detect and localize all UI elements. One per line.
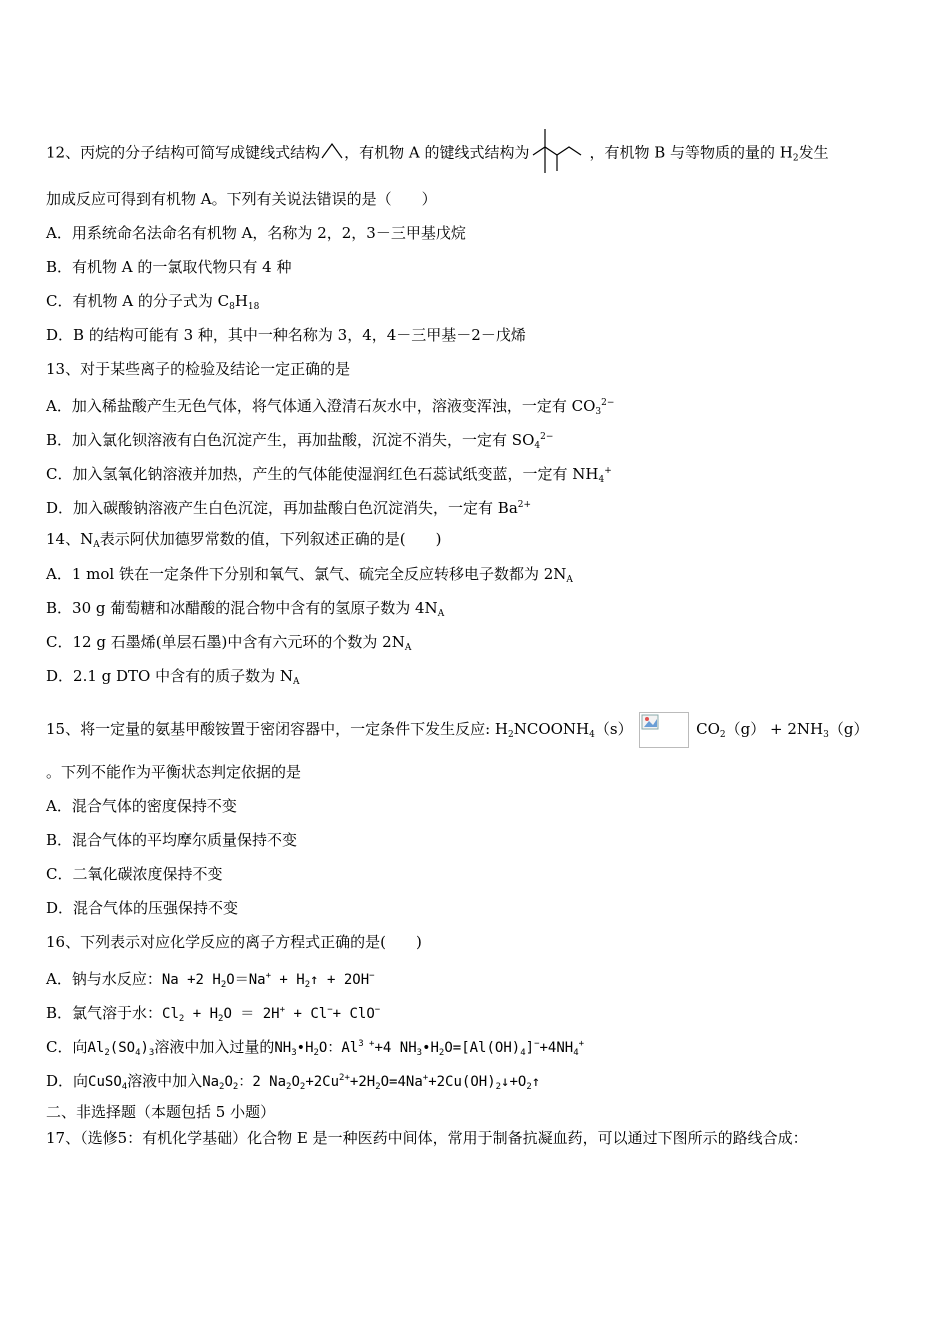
q14-option-b: B．30 g 葡萄糖和冰醋酸的混合物中含有的氢原子数为 $4N_A$: [46, 599, 445, 619]
q15-option-b: B．混合气体的平均摩尔质量保持不变: [46, 831, 298, 849]
q12-option-d: D．B 的结构可能有 3 种，其中一种名称为 3，4，4－三甲基－2－戊烯: [46, 326, 526, 344]
q13-option-b: B．加入氯化钡溶液有白色沉淀产生，再加盐酸，沉淀不消失，一定有 $SO_4^{2-}$: [46, 431, 554, 451]
q13-option-a: A．加入稀盐酸产生无色气体，将气体通入澄清石灰水中，溶液变浑浊，一定有 $CO_3^{2-}$: [46, 397, 615, 417]
q14-option-d: D．2.1 g DTO 中含有的质子数为 $N_A$: [46, 667, 300, 687]
q16-stem: 16、下列表示对应化学反应的离子方程式正确的是( ): [46, 933, 422, 951]
q16-option-d: D．向CuSO$_4$溶液中加入$Na_2O_2$：2 $Na_2O_2+2Cu^{2+}+2H_2O=4Na^++2Cu(OH)_2↓+O_2↑$: [46, 1072, 541, 1092]
q12-option-a: A．用系统命名法命名有机物 A，名称为 2，2，3－三甲基戊烷: [46, 224, 466, 242]
q12-line1: 12、丙烷的分子结构可简写成键线式结构 ，有机物 A 的键线式结构为 ，有机物 B 与等物质的量的 $H_2$发生: [46, 127, 829, 180]
q14-option-a: A．1 mol 铁在一定条件下分别和氧气、氯气、硫完全反应转移电子数都为 $2N_A$: [46, 565, 573, 585]
q15-option-d: D．混合气体的压强保持不变: [46, 899, 239, 917]
q12-option-c: C．有机物 A 的分子式为 $C_8H_{18}$: [46, 292, 260, 312]
q13-option-d: D．加入碳酸钠溶液产生白色沉淀，再加盐酸白色沉淀消失，一定有 $Ba^{2+}$: [46, 499, 532, 517]
q12-line2: 加成反应可得到有机物 A。下列有关说法错误的是（ ）: [46, 190, 437, 208]
q14-stem: 14、$N_A$表示阿伏加德罗常数的值，下列叙述正确的是( ): [46, 530, 442, 550]
q17-stem: 17、（选修5：有机化学基础）化合物 E 是一种医药中间体，常用于制备抗凝血药，可以通过下图所示的路线合成：: [46, 1129, 808, 1147]
q16-option-b: B．氯气溶于水：$Cl_2 + H_2O = 2H^+ + Cl^-+ ClO^-$: [46, 1004, 381, 1024]
propane-skeletal-structure: [320, 140, 344, 167]
q15-line1: 15、将一定量的氨基甲酸铵置于密闭容器中，一定条件下发生反应: $H_2NCOONH_4(s)$ $CO_2(g) + 2NH_3(g)$: [46, 712, 868, 748]
compound-a-skeletal-structure: [529, 127, 589, 180]
q15-line2: 。下列不能作为平衡状态判定依据的是: [46, 763, 302, 781]
broken-image-icon: [639, 712, 689, 748]
q16-option-a: A．钠与水反应：Na +2 $H_2O=Na^+$ + $H_2↑ + 2OH^-$: [46, 970, 375, 990]
q15-option-c: C．二氧化碳浓度保持不变: [46, 865, 223, 883]
q16-option-c: C．向$Al_2(SO_4)_3$溶液中加入过量的$NH_3•H_2O$：$Al^{3 +}+4$ $NH_3•H_2O=[Al(OH)_4]^-+4NH_4^+$: [46, 1038, 585, 1058]
section-heading: 二、非选择题（本题包括 5 小题）: [46, 1103, 276, 1121]
q15-option-a: A．混合气体的密度保持不变: [46, 797, 237, 815]
q13-stem: 13、对于某些离子的检验及结论一定正确的是: [46, 360, 351, 378]
q13-option-c: C．加入氢氧化钠溶液并加热，产生的气体能使湿润红色石蕊试纸变蓝，一定有 $NH_4^+$: [46, 465, 612, 485]
q12-option-b: B．有机物 A 的一氯取代物只有 4 种: [46, 258, 292, 276]
q14-option-c: C．12 g 石墨烯(单层石墨)中含有六元环的个数为 $2N_A$: [46, 633, 412, 653]
